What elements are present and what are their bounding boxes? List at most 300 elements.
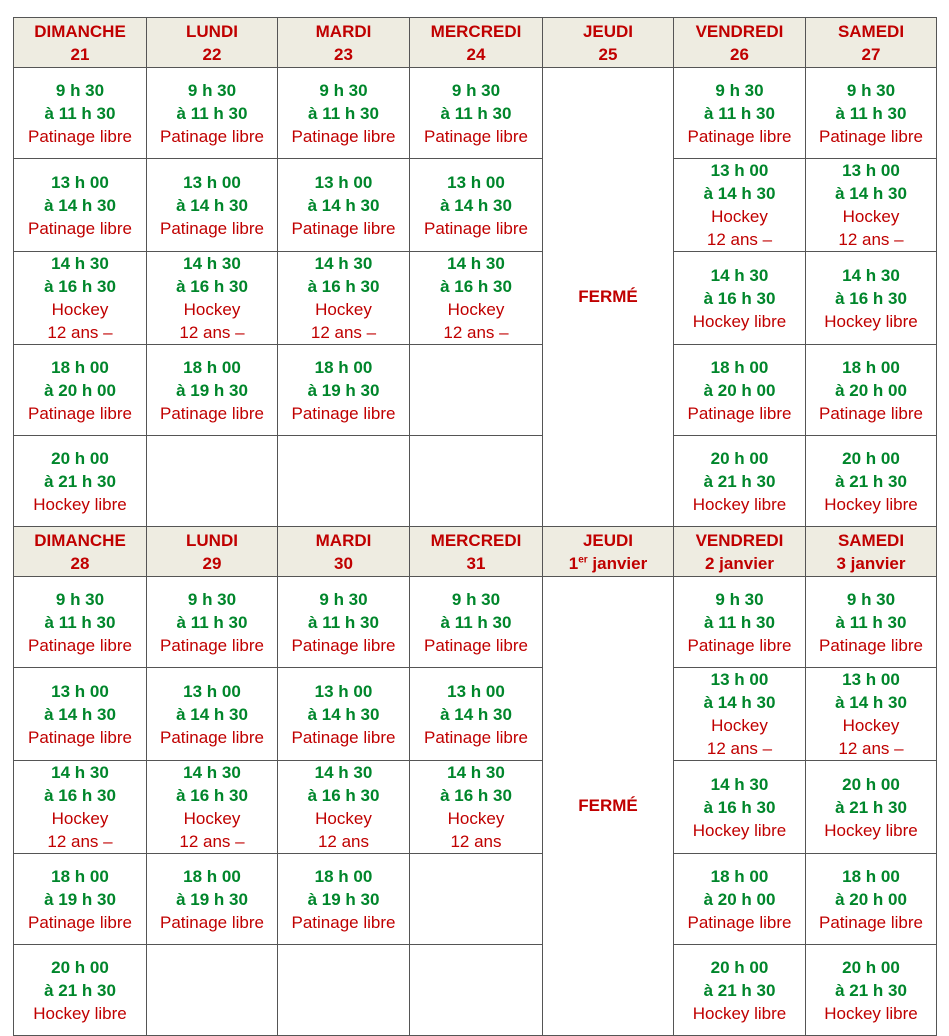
day-date <box>147 552 277 575</box>
time-slot-row <box>14 68 937 159</box>
slot-end-time: à 16 h 30 <box>440 786 512 805</box>
slot-start-time: 9 h 30 <box>319 589 368 609</box>
slot-activity: Patinage libre <box>819 126 923 146</box>
schedule-slot <box>674 854 806 945</box>
slot-start-time: 9 h 30 <box>187 589 237 609</box>
slot-start-time: 18 h 00 <box>710 357 769 377</box>
slot-age-group: 12 ans – <box>47 832 113 851</box>
day-header <box>543 527 674 577</box>
slot-end-time: à 11 h 30 <box>308 612 379 632</box>
empty-slot <box>410 945 543 1036</box>
day-date-number: 28 <box>70 553 90 573</box>
time-slot-row <box>14 252 937 345</box>
schedule-slot <box>14 252 147 345</box>
slot-activity: Patinage libre <box>291 727 396 747</box>
slot-start-time: 14 h 30 <box>314 254 373 273</box>
schedule-slot <box>14 577 147 668</box>
day-date <box>147 43 277 66</box>
slot-start-time: 14 h 30 <box>447 254 505 273</box>
schedule-slot <box>278 854 410 945</box>
slot-age-group: 12 ans – <box>47 323 113 342</box>
slot-activity: Hockey <box>51 809 109 828</box>
closed-cell: FERMÉ <box>543 68 674 527</box>
slot-activity: Hockey libre <box>692 1003 787 1023</box>
slot-activity: Patinage libre <box>160 912 264 932</box>
day-name: MERCREDI <box>430 21 522 41</box>
slot-activity: Patinage libre <box>819 912 923 932</box>
day-name: LUNDI <box>186 530 238 550</box>
slot-age-group: 12 ans – <box>838 739 904 758</box>
slot-age-group: 12 ans – <box>310 323 377 342</box>
slot-activity: Hockey libre <box>824 494 918 514</box>
slot-end-time: à 19 h 30 <box>307 889 380 909</box>
day-date-number: 22 <box>202 44 222 64</box>
schedule-slot <box>147 68 278 159</box>
empty-slot <box>410 345 543 436</box>
day-name: MARDI <box>315 530 372 550</box>
day-name: SAMEDI <box>837 530 905 550</box>
slot-end-time: à 21 h 30 <box>44 471 116 491</box>
schedule-slot <box>14 436 147 527</box>
slot-activity: Patinage libre <box>819 635 923 655</box>
slot-start-time: 14 h 30 <box>710 774 769 794</box>
day-name: JEUDI <box>582 21 634 41</box>
schedule-slot <box>806 252 937 345</box>
day-date-number: 27 <box>861 44 881 64</box>
slot-end-time: à 14 h 30 <box>307 195 380 215</box>
time-slot-row <box>14 945 937 1036</box>
day-date <box>674 43 805 66</box>
schedule-slot <box>806 436 937 527</box>
slot-end-time: à 16 h 30 <box>44 786 116 805</box>
schedule-slot <box>806 68 937 159</box>
day-name: MARDI <box>315 21 372 41</box>
slot-activity: Patinage libre <box>687 126 792 146</box>
schedule-slot <box>278 668 410 761</box>
slot-end-time: à 20 h 00 <box>44 380 116 400</box>
slot-age-group: 12 ans – <box>179 323 245 342</box>
day-date-number: 25 <box>598 44 618 64</box>
time-slot-row <box>14 854 937 945</box>
slot-end-time: à 14 h 30 <box>440 195 512 215</box>
slot-end-time: à 19 h 30 <box>176 380 248 400</box>
day-date <box>543 43 673 66</box>
day-header <box>278 527 410 577</box>
schedule-slot <box>806 345 937 436</box>
slot-end-time: à 11 h 30 <box>176 103 248 123</box>
slot-end-time: à 16 h 30 <box>176 277 248 296</box>
slot-activity: Patinage libre <box>28 218 132 238</box>
empty-slot <box>147 945 278 1036</box>
slot-activity: Hockey libre <box>692 494 787 514</box>
slot-start-time: 13 h 00 <box>51 172 109 192</box>
day-name: VENDREDI <box>695 530 784 550</box>
slot-activity: Patinage libre <box>291 912 396 932</box>
day-name: JEUDI <box>582 530 634 550</box>
slot-start-time: 14 h 30 <box>51 254 109 273</box>
slot-end-time: à 14 h 30 <box>176 704 248 724</box>
day-date-number: 3 janvier <box>836 553 906 573</box>
slot-start-time: 20 h 00 <box>51 448 109 468</box>
day-name: DIMANCHE <box>34 530 126 550</box>
slot-activity: Hockey <box>711 207 768 226</box>
slot-activity: Patinage libre <box>291 126 396 146</box>
slot-start-time: 9 h 30 <box>715 589 764 609</box>
slot-end-time: à 11 h 30 <box>44 103 116 123</box>
slot-activity: Patinage libre <box>160 403 264 423</box>
slot-end-time: à 11 h 30 <box>308 103 379 123</box>
slot-start-time: 9 h 30 <box>451 589 501 609</box>
slot-age-group: 12 ans – <box>443 323 509 342</box>
slot-end-time: à 11 h 30 <box>835 103 907 123</box>
schedule-slot <box>674 577 806 668</box>
slot-activity: Patinage libre <box>424 126 528 146</box>
slot-activity: Hockey <box>447 809 505 828</box>
empty-slot <box>147 436 278 527</box>
slot-end-time: à 16 h 30 <box>703 288 776 308</box>
schedule-slot <box>14 668 147 761</box>
slot-start-time: 18 h 00 <box>183 357 241 377</box>
time-slot-row <box>14 159 937 252</box>
time-slot-row <box>14 577 937 668</box>
slot-start-time: 13 h 00 <box>710 161 769 180</box>
day-date <box>410 43 542 66</box>
day-date <box>410 552 542 575</box>
slot-start-time: 20 h 00 <box>51 957 109 977</box>
slot-start-time: 13 h 00 <box>183 681 241 701</box>
slot-start-time: 18 h 00 <box>51 866 109 886</box>
slot-start-time: 9 h 30 <box>55 589 105 609</box>
slot-activity: Patinage libre <box>424 635 528 655</box>
slot-activity: Patinage libre <box>28 635 132 655</box>
slot-activity: Hockey <box>711 716 768 735</box>
day-header <box>410 18 543 68</box>
day-date <box>278 43 409 66</box>
slot-age-group: 12 ans <box>317 832 370 851</box>
day-header <box>14 527 147 577</box>
schedule-slot <box>147 345 278 436</box>
closed-cell: FERMÉ <box>543 577 674 1036</box>
day-header <box>674 18 806 68</box>
schedule-slot <box>806 854 937 945</box>
slot-start-time: 18 h 00 <box>314 866 373 886</box>
day-name: MERCREDI <box>430 530 522 550</box>
slot-start-time: 9 h 30 <box>846 80 896 100</box>
schedule-slot <box>278 345 410 436</box>
day-date <box>278 552 409 575</box>
slot-end-time: à 14 h 30 <box>703 184 776 203</box>
slot-start-time: 9 h 30 <box>715 80 764 100</box>
slot-start-time: 9 h 30 <box>319 80 368 100</box>
slot-start-time: 9 h 30 <box>846 589 896 609</box>
day-name: DIMANCHE <box>34 21 126 41</box>
slot-end-time: à 21 h 30 <box>703 471 776 491</box>
slot-start-time: 14 h 30 <box>842 265 900 285</box>
schedule-slot <box>410 668 543 761</box>
day-header <box>278 18 410 68</box>
slot-activity: Patinage libre <box>687 912 792 932</box>
schedule-slot <box>14 159 147 252</box>
slot-start-time: 14 h 30 <box>710 265 769 285</box>
slot-start-time: 18 h 00 <box>314 357 373 377</box>
day-date-number: 26 <box>730 44 749 64</box>
slot-start-time: 14 h 30 <box>183 763 241 782</box>
day-header <box>147 18 278 68</box>
schedule-slot <box>674 68 806 159</box>
empty-slot <box>278 945 410 1036</box>
slot-start-time: 18 h 00 <box>51 357 109 377</box>
slot-start-time: 14 h 30 <box>447 763 505 782</box>
slot-end-time: à 19 h 30 <box>176 889 248 909</box>
slot-activity: Hockey libre <box>33 1003 127 1023</box>
schedule-slot <box>806 761 937 854</box>
slot-end-time: à 21 h 30 <box>835 471 907 491</box>
slot-activity: Patinage libre <box>28 403 132 423</box>
time-slot-row <box>14 761 937 854</box>
slot-end-time: à 11 h 30 <box>44 612 116 632</box>
schedule-slot <box>674 159 806 252</box>
schedule-slot <box>147 159 278 252</box>
slot-activity: Hockey <box>447 300 505 319</box>
schedule-slot <box>147 668 278 761</box>
slot-activity: Hockey libre <box>33 494 127 514</box>
schedule-slot <box>674 252 806 345</box>
slot-end-time: à 20 h 00 <box>835 380 907 400</box>
slot-activity: Patinage libre <box>160 218 264 238</box>
slot-end-time: à 11 h 30 <box>440 612 512 632</box>
schedule-slot <box>14 945 147 1036</box>
slot-end-time: à 16 h 30 <box>835 288 907 308</box>
schedule-slot <box>806 577 937 668</box>
empty-slot <box>410 854 543 945</box>
day-date-number: 29 <box>202 553 222 573</box>
slot-end-time: à 16 h 30 <box>307 277 380 296</box>
slot-end-time: à 11 h 30 <box>176 612 248 632</box>
slot-end-time: à 14 h 30 <box>835 184 907 203</box>
day-date-number: 1 <box>568 553 579 573</box>
schedule-slot <box>278 252 410 345</box>
day-date-number: 2 janvier <box>705 553 774 573</box>
slot-start-time: 14 h 30 <box>314 763 373 782</box>
slot-end-time: à 16 h 30 <box>44 277 116 296</box>
schedule-slot <box>14 345 147 436</box>
slot-start-time: 13 h 00 <box>842 161 900 180</box>
slot-activity: Hockey <box>51 300 109 319</box>
slot-end-time: à 20 h 00 <box>703 380 776 400</box>
slot-start-time: 20 h 00 <box>842 448 900 468</box>
slot-start-time: 13 h 00 <box>447 172 505 192</box>
slot-age-group: 12 ans – <box>838 230 904 249</box>
slot-activity: Hockey libre <box>692 311 787 331</box>
slot-activity: Patinage libre <box>687 635 792 655</box>
schedule-slot <box>278 68 410 159</box>
slot-activity: Patinage libre <box>424 218 528 238</box>
slot-activity: Hockey <box>842 207 900 226</box>
slot-start-time: 9 h 30 <box>187 80 237 100</box>
slot-end-time: à 14 h 30 <box>307 704 380 724</box>
slot-activity: Hockey <box>183 809 241 828</box>
slot-start-time: 20 h 00 <box>710 448 769 468</box>
slot-end-time: à 14 h 30 <box>176 195 248 215</box>
slot-start-time: 13 h 00 <box>183 172 241 192</box>
time-slot-row <box>14 345 937 436</box>
slot-start-time: 13 h 00 <box>314 172 373 192</box>
day-date-number: 21 <box>70 44 90 64</box>
slot-start-time: 18 h 00 <box>710 866 769 886</box>
slot-end-time: à 21 h 30 <box>835 797 907 817</box>
slot-activity: Hockey libre <box>824 820 918 840</box>
week-header-row <box>14 18 937 68</box>
slot-end-time: à 11 h 30 <box>440 103 512 123</box>
schedule-slot <box>674 345 806 436</box>
slot-start-time: 9 h 30 <box>55 80 105 100</box>
slot-end-time: à 21 h 30 <box>703 980 776 1000</box>
day-date-number: 30 <box>334 553 353 573</box>
schedule-slot <box>806 945 937 1036</box>
day-name: VENDREDI <box>695 21 784 41</box>
slot-end-time: à 14 h 30 <box>44 195 116 215</box>
schedule-slot <box>806 668 937 761</box>
slot-activity: Patinage libre <box>160 635 264 655</box>
day-header <box>147 527 278 577</box>
slot-activity: Hockey <box>315 809 372 828</box>
day-date-suffix: er <box>578 553 588 565</box>
slot-start-time: 18 h 00 <box>183 866 241 886</box>
schedule-slot <box>278 577 410 668</box>
day-header <box>674 527 806 577</box>
day-date <box>806 43 936 66</box>
slot-end-time: à 19 h 30 <box>44 889 116 909</box>
day-header <box>410 527 543 577</box>
schedule-slot <box>806 159 937 252</box>
slot-activity: Hockey <box>842 716 900 735</box>
slot-end-time: à 14 h 30 <box>703 693 776 712</box>
slot-activity: Patinage libre <box>28 727 132 747</box>
day-date <box>543 552 673 575</box>
slot-activity: Hockey <box>183 300 241 319</box>
slot-end-time: à 11 h 30 <box>704 612 775 632</box>
day-name: LUNDI <box>186 21 238 41</box>
slot-start-time: 14 h 30 <box>51 763 109 782</box>
slot-end-time: à 21 h 30 <box>835 980 907 1000</box>
slot-start-time: 20 h 00 <box>842 957 900 977</box>
time-slot-row <box>14 668 937 761</box>
slot-end-time: à 16 h 30 <box>307 786 380 805</box>
schedule-slot <box>147 252 278 345</box>
day-date-month: janvier <box>587 553 648 573</box>
slot-age-group: 12 ans <box>450 832 502 851</box>
slot-start-time: 13 h 00 <box>710 670 769 689</box>
slot-age-group: 12 ans – <box>179 832 245 851</box>
day-date <box>14 552 146 575</box>
slot-end-time: à 16 h 30 <box>703 797 776 817</box>
slot-activity: Patinage libre <box>687 403 792 423</box>
slot-activity: Hockey libre <box>824 311 918 331</box>
week-header-row <box>14 527 937 577</box>
day-header <box>543 18 674 68</box>
day-date-number: 23 <box>334 44 353 64</box>
slot-end-time: à 19 h 30 <box>307 380 380 400</box>
day-header <box>806 527 937 577</box>
slot-activity: Hockey libre <box>824 1003 918 1023</box>
schedule-slot <box>147 577 278 668</box>
schedule-slot <box>278 159 410 252</box>
schedule-slot <box>410 252 543 345</box>
schedule-slot <box>674 668 806 761</box>
slot-activity: Patinage libre <box>819 403 923 423</box>
slot-start-time: 20 h 00 <box>710 957 769 977</box>
day-date <box>806 552 936 575</box>
slot-age-group: 12 ans – <box>706 739 773 758</box>
slot-activity: Patinage libre <box>160 126 264 146</box>
schedule-slot <box>278 761 410 854</box>
slot-activity: Patinage libre <box>291 635 396 655</box>
slot-start-time: 13 h 00 <box>51 681 109 701</box>
slot-end-time: à 20 h 00 <box>835 889 907 909</box>
day-date <box>674 552 805 575</box>
slot-start-time: 20 h 00 <box>842 774 900 794</box>
slot-activity: Patinage libre <box>291 218 396 238</box>
day-date-number: 24 <box>466 44 486 64</box>
slot-end-time: à 20 h 00 <box>703 889 776 909</box>
day-date-number: 31 <box>466 553 486 573</box>
schedule-slot <box>14 854 147 945</box>
schedule-slot <box>410 68 543 159</box>
slot-end-time: à 11 h 30 <box>704 103 775 123</box>
schedule-slot <box>674 945 806 1036</box>
slot-start-time: 14 h 30 <box>183 254 241 273</box>
schedule-slot <box>410 577 543 668</box>
schedule-slot <box>147 761 278 854</box>
empty-slot <box>278 436 410 527</box>
slot-end-time: à 16 h 30 <box>176 786 248 805</box>
schedule-slot <box>674 436 806 527</box>
time-slot-row <box>14 436 937 527</box>
day-header <box>14 18 147 68</box>
slot-activity: Hockey <box>315 300 372 319</box>
slot-start-time: 13 h 00 <box>447 681 505 701</box>
slot-end-time: à 14 h 30 <box>44 704 116 724</box>
schedule-table <box>13 17 937 1036</box>
slot-activity: Patinage libre <box>291 403 396 423</box>
schedule-slot <box>14 68 147 159</box>
slot-activity: Patinage libre <box>160 727 264 747</box>
slot-age-group: 12 ans – <box>706 230 773 249</box>
slot-end-time: à 14 h 30 <box>440 704 512 724</box>
slot-activity: Hockey libre <box>692 820 787 840</box>
slot-start-time: 18 h 00 <box>842 357 900 377</box>
empty-slot <box>410 436 543 527</box>
slot-activity: Patinage libre <box>424 727 528 747</box>
slot-start-time: 9 h 30 <box>451 80 501 100</box>
day-header <box>806 18 937 68</box>
slot-start-time: 13 h 00 <box>314 681 373 701</box>
day-name: SAMEDI <box>837 21 905 41</box>
slot-end-time: à 21 h 30 <box>44 980 116 1000</box>
slot-start-time: 18 h 00 <box>842 866 900 886</box>
slot-end-time: à 14 h 30 <box>835 693 907 712</box>
day-date <box>14 43 146 66</box>
slot-activity: Patinage libre <box>28 912 132 932</box>
slot-end-time: à 16 h 30 <box>440 277 512 296</box>
schedule-slot <box>410 761 543 854</box>
slot-start-time: 13 h 00 <box>842 670 900 689</box>
schedule-slot <box>410 159 543 252</box>
slot-end-time: à 11 h 30 <box>835 612 907 632</box>
schedule-slot <box>674 761 806 854</box>
schedule-slot <box>14 761 147 854</box>
schedule-slot <box>147 854 278 945</box>
